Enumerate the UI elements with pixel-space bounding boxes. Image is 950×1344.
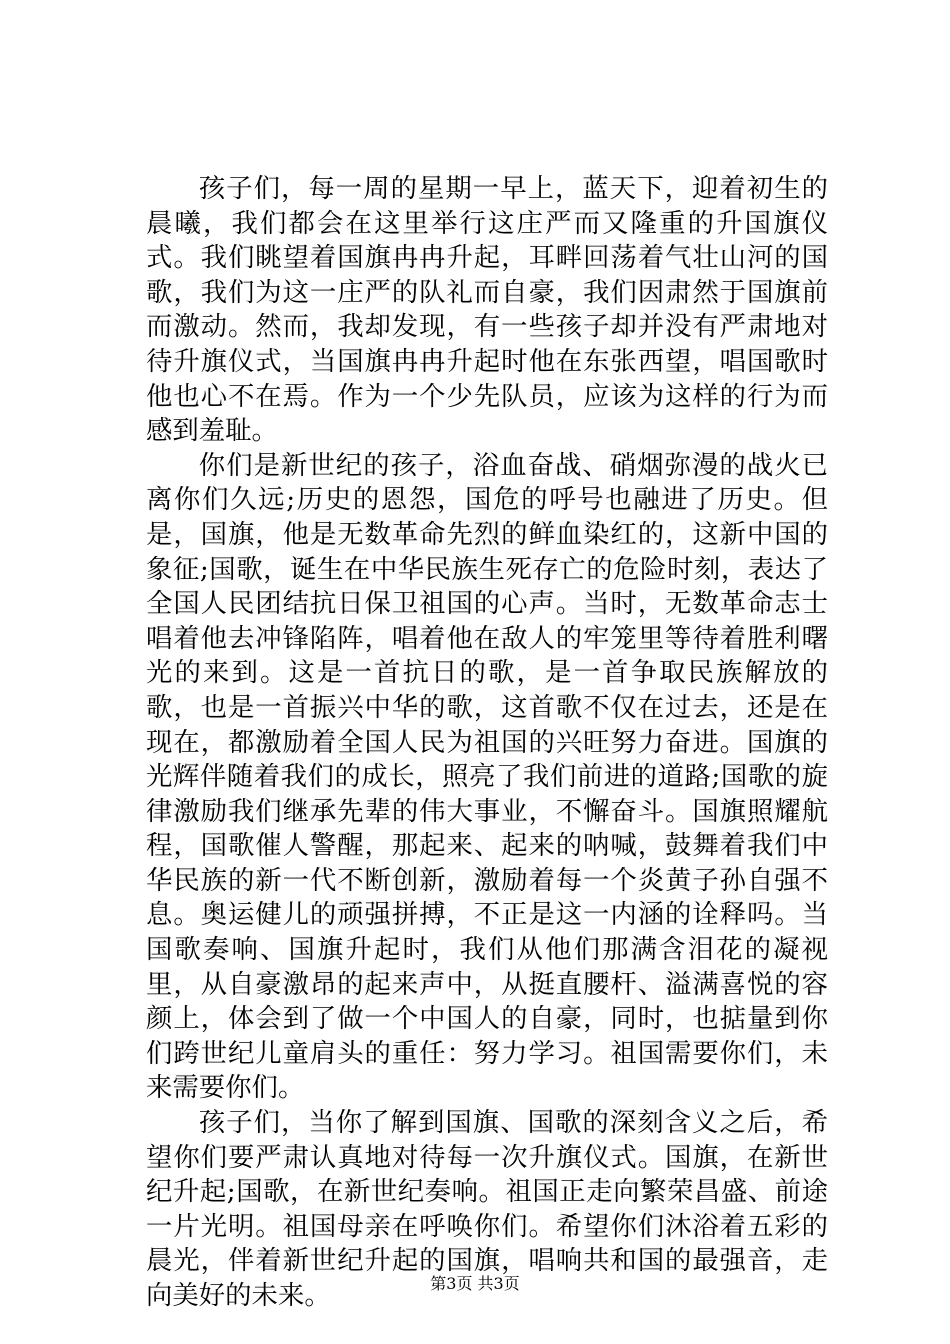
- document-body: [146, 172, 828, 1314]
- paragraph-2: 你们是新世纪的孩子，浴血奋战、硝烟弥漫的战火已离你们久远;历史的恩怨，国危的呼号也融进了历史。但是，国旗，他是无数革命先烈的鲜血染红的，这新中国的象征;国歌，诞生在中华民族生死存亡的危险时刻，表达了全国人民团结抗日保卫祖国的心声。当时，无数革命志士唱着他去冲锋陷阵，唱着他在敌人的牢笼里等待着胜利曙光的来到。这是一首抗日的歌，是一首争取民族解放的歌，也是一首振兴中华的歌，这首歌不仅在过去，还是在现在，都激励着全国人民为祖国的兴旺努力奋进。国旗的光辉伴随着我们的成长，照亮了我们前进的道路;国歌的旋律激励我们继承先辈的伟大事业，不懈奋斗。国旗照耀航程，国歌催人警醒，那起来、起来的呐喊，鼓舞着我们中华民族的新一代不断创新，激励着每一个炎黄子孙自强不息。奥运健儿的顽强拼搏，不正是这一内涵的诠释吗。当国歌奏响、国旗升起时，我们从他们那满含泪花的凝视里，从自豪激昂的起来声中，从挺直腰杆、溢满喜悦的容颜上，体会到了做一个中国人的自豪，同时，也掂量到你们跨世纪儿童肩头的重任：努力学习。祖国需要你们，未来需要你们。: [146, 449, 828, 1104]
- paragraph-3: 孩子们，当你了解到国旗、国歌的深刻含义之后，希望你们要严肃认真地对待每一次升旗仪式。国旗，在新世纪升起;国歌，在新世纪奏响。祖国正走向繁荣昌盛、前途一片光明。祖国母亲在呼唤你们。希望你们沐浴着五彩的晨光，伴着新世纪升起的国旗，唱响共和国的最强音，走向美好的未来。: [146, 1107, 828, 1311]
- page-number-footer: 第3页 共3页: [430, 1274, 520, 1293]
- paragraph-1: 孩子们，每一周的星期一早上，蓝天下，迎着初生的晨曦，我们都会在这里举行这庄严而又隆重的升国旗仪式。我们眺望着国旗冉冉升起，耳畔回荡着气壮山河的国歌，我们为这一庄严的队礼而自豪，我们因肃然于国旗前而激动。然而，我却发现，有一些孩子却并没有严肃地对待升旗仪式，当国旗冉冉升起时他在东张西望，唱国歌时他也心不在焉。作为一个少先队员，应该为这样的行为而感到羞耻。: [146, 173, 828, 447]
